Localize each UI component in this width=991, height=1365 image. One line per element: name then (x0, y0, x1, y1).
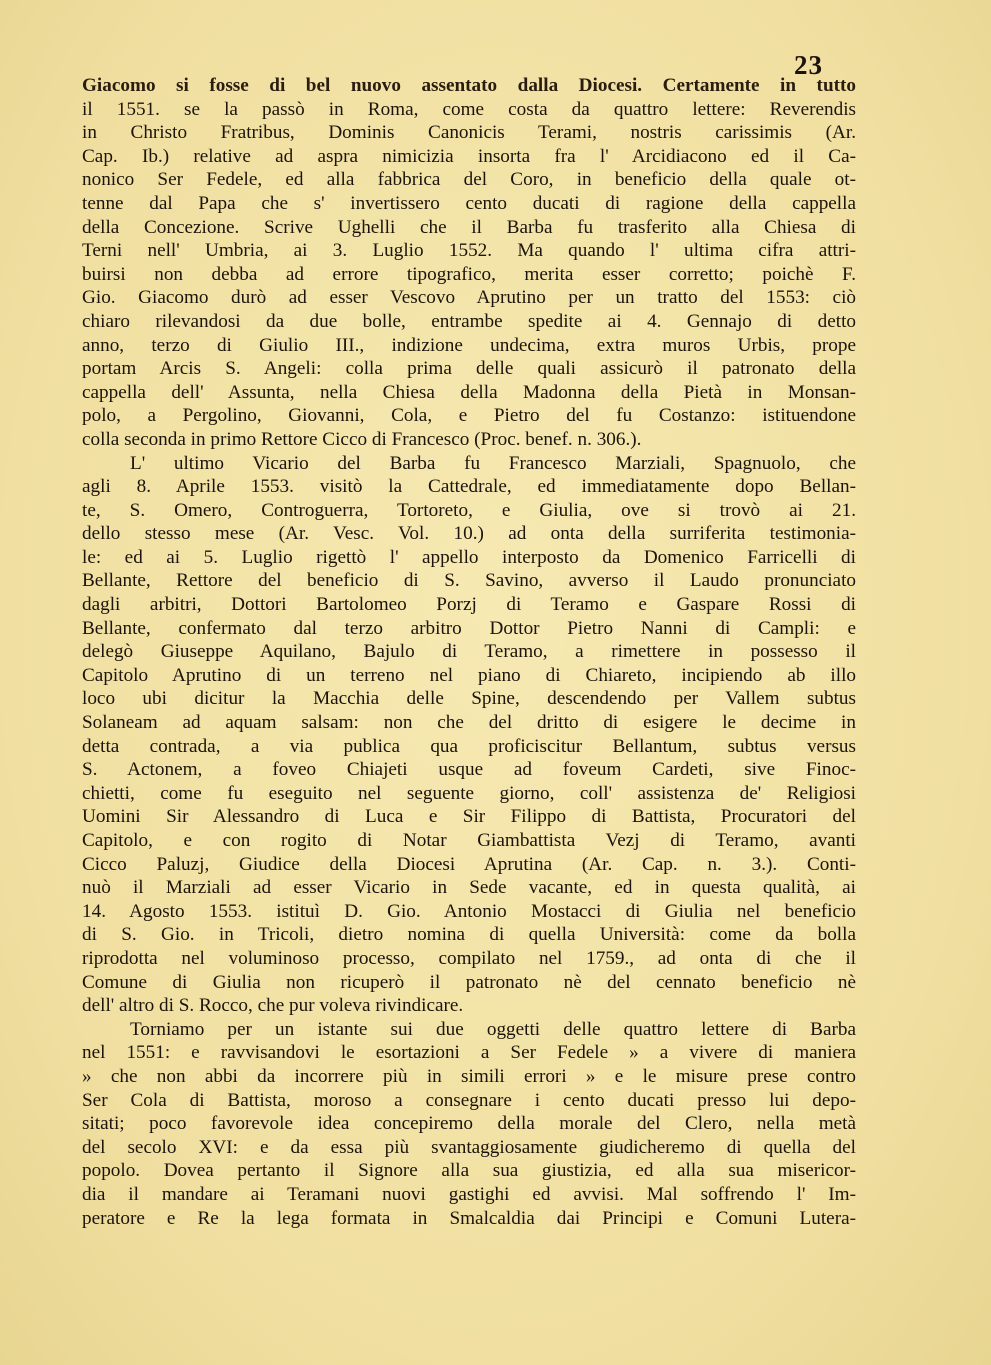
text-line: Bellante, confermato dal terzo arbitro Dottor Pietro Nanni di Campli: e (82, 617, 856, 639)
text-line: chietti, come fu eseguito nel seguente giorno, coll' assistenza de' Religiosi (82, 782, 856, 804)
text-line: popolo. Dovea pertanto il Signore alla sua giustizia, ed alla sua misericor- (82, 1160, 856, 1182)
text-line: » che non abbi da incorrere più in simili errori » e le misure prese contro (82, 1065, 856, 1087)
text-line: dello stesso mese (Ar. Vesc. Vol. 10.) ad onta della surriferita testimonia- (82, 523, 856, 545)
text-line: Cap. Ib.) relative ad aspra nimicizia insorta fra l' Arcidiacono ed il Ca- (82, 145, 856, 167)
text-line: Solaneam ad aquam salsam: non che del dritto di esigere le decime in (82, 712, 856, 734)
text-line: sitati; poco favorevole idea concepiremo della morale del Clero, nella metà (82, 1113, 856, 1135)
text-line: il 1551. se la passò in Roma, come costa da quattro lettere: Reverendis (82, 98, 856, 120)
text-line: te, S. Omero, Controguerra, Tortoreto, e Giulia, ove si trovò ai 21. (82, 499, 856, 521)
text-line: cappella dell' Assunta, nella Chiesa della Madonna della Pietà in Monsan- (82, 381, 856, 403)
text-line: agli 8. Aprile 1553. visitò la Cattedrale, ed immediatamente dopo Bellan- (82, 476, 856, 498)
text-line: Terni nell' Umbria, ai 3. Luglio 1552. Ma quando l' ultima cifra attri- (82, 240, 856, 262)
text-line: peratore e Re la lega formata in Smalcaldia dai Principi e Comuni Lutera- (82, 1207, 856, 1229)
text-line: Capitolo, e con rogito di Notar Giambattista Vezj di Teramo, avanti (82, 830, 856, 851)
text-line: S. Actonem, a foveo Chiajeti usque ad foveum Cardeti, sive Finoc- (82, 759, 856, 781)
text-line: portam Arcis S. Angeli: colla prima delle quali assicurò il patronato della (82, 358, 856, 380)
page-number: 23 (794, 50, 823, 80)
text-line: Ser Cola di Battista, moroso a consegnare i cento ducati presso lui depo- (82, 1089, 856, 1111)
text-line: nuò il Marziali ad esser Vicario in Sede vacante, ed in questa qualità, ai (82, 877, 856, 899)
text-line: delegò Giuseppe Aquilano, Bajulo di Teramo, a rimettere in possesso il (82, 641, 856, 663)
text-line: nonico Ser Fedele, ed alla fabbrica del Coro, in beneficio della quale ot- (82, 169, 856, 191)
text-line: anno, terzo di Giulio III., indizione undecima, extra muros Urbis, prope (82, 334, 856, 356)
text-line: detta contrada, a via publica qua proficiscitur Bellantum, subtus versus (82, 735, 856, 757)
text-line: buirsi non debba ad errore tipografico, merita esser corretto; poichè F. (82, 263, 856, 285)
text-line: Cicco Paluzj, Giudice della Diocesi Aprutina (Ar. Cap. n. 3.). Conti- (82, 853, 856, 875)
text-line: dagli arbitri, Dottori Bartolomeo Porzj di Teramo e Gaspare Rossi di (82, 594, 856, 616)
text-line: riprodotta nel voluminoso processo, compilato nel 1759., ad onta di che il (82, 947, 856, 969)
text-line: Bellante, Rettore del beneficio di S. Savino, avverso il Laudo pronunciato (82, 570, 856, 592)
text-line: in Christo Fratribus, Dominis Canonicis Terami, nostris carissimis (Ar. (82, 122, 856, 144)
text-line: Comune di Giulia non ricuperò il patronato nè del cennato beneficio nè (82, 971, 856, 993)
text-line: polo, a Pergolino, Giovanni, Cola, e Pietro del fu Costanzo: istituendone (82, 405, 856, 427)
text-line: Giacomo si fosse di bel nuovo assentato dalla Diocesi. Certamente in tutto (82, 75, 856, 96)
text-line: tenne dal Papa che s' invertissero cento ducati di ragione della cappella (82, 192, 856, 214)
text-line: chiaro rilevandosi da due bolle, entrambe spedite ai 4. Gennajo di detto (82, 310, 856, 332)
text-line: Capitolo Aprutino di un terreno nel piano di Chiareto, incipiendo ab illo (82, 664, 856, 686)
text-line: di S. Gio. in Tricoli, dietro nomina di quella Università: come da bolla (82, 924, 856, 946)
body-text (82, 74, 856, 1230)
text-line: 14. Agosto 1553. istituì D. Gio. Antonio Mostacci di Giulia nel beneficio (82, 900, 856, 922)
text-line: Gio. Giacomo durò ad esser Vescovo Aprutino per un tratto del 1553: ciò (82, 287, 856, 309)
text-line: della Concezione. Scrive Ughelli che il Barba fu trasferito alla Chiesa di (82, 216, 856, 238)
text-line: nel 1551: e ravvisandovi le esortazioni a Ser Fedele » a vivere di maniera (82, 1042, 856, 1064)
text-line: del secolo XVI: e da essa più svantaggiosamente giudicheremo di quella del (82, 1136, 856, 1158)
text-line: le: ed ai 5. Luglio rigettò l' appello interposto da Domenico Farricelli di (82, 546, 856, 568)
text-line: dia il mandare ai Teramani nuovi gastighi ed avvisi. Mal soffrendo l' Im- (82, 1183, 856, 1205)
text-line: colla seconda in primo Rettore Cicco di Francesco (Proc. benef. n. 306.). (82, 428, 642, 450)
text-line: dell' altro di S. Rocco, che pur voleva rivindicare. (82, 995, 464, 1017)
text-line: Uomini Sir Alessandro di Luca e Sir Filippo di Battista, Procuratori del (82, 806, 856, 828)
text-line: Torniamo per un istante sui due oggetti delle quattro lettere di Barba (130, 1018, 856, 1040)
text-line: loco ubi dicitur la Macchia delle Spine, descendendo per Vallem subtus (82, 688, 856, 710)
text-line: L' ultimo Vicario del Barba fu Francesco Marziali, Spagnuolo, che (130, 452, 856, 474)
